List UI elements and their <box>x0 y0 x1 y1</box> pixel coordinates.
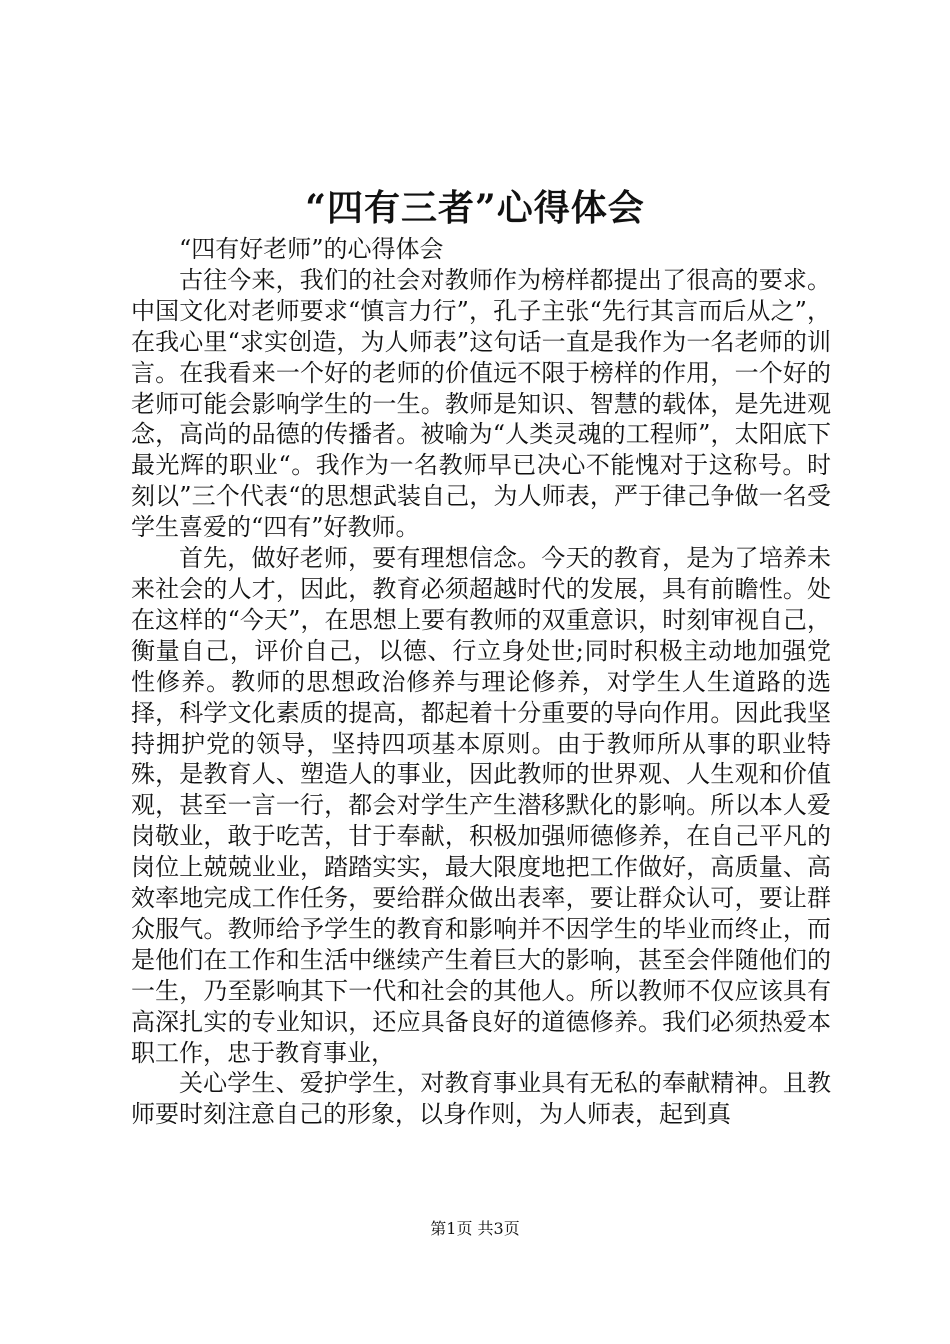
paragraph: 古往今来，我们的社会对教师作为榜样都提出了很高的要求。中国文化对老师要求“慎言力行”，孔子主张“先行其言而后从之”，在我心里“求实创造，为人师表”这句话一直是我作为一名老师的训言。在我看来一个好的老师的价值远不限于榜样的作用，一个好的老师可能会影响学生的一生。教师是知识、智慧的载体，是先进观念，高尚的品德的传播者。被喻为“人类灵魂的工程师”，太阳底下最光辉的职业“。我作为一名教师早已决心不能愧对于这称号。时刻以”三个代表“的思想武装自己，为人师表，严于律己争做一名受学生喜爱的“四有”好教师。 <box>131 265 831 542</box>
paragraph: 关心学生、爱护学生，对教育事业具有无私的奉献精神。且教师要时刻注意自己的形象，以身作则，为人师表，起到真 <box>131 1069 831 1129</box>
paragraph-subtitle: “四有好老师”的心得体会 <box>179 235 444 263</box>
document-title: “四有三者”心得体会 <box>305 187 645 229</box>
page-footer: 第1页 共3页 <box>430 1219 520 1238</box>
document-body <box>131 234 831 1130</box>
paragraph: 首先，做好老师，要有理想信念。今天的教育，是为了培养未来社会的人才，因此，教育必须超越时代的发展，具有前瞻性。处在这样的“今天”，在思想上要有教师的双重意识，时刻审视自己，衡量自己，评价自己，以德、行立身处世;同时积极主动地加强党性修养。教师的思想政治修养与理论修养，对学生人生道路的选择，科学文化素质的提高，都起着十分重要的导向作用。因此我坚持拥护党的领导，坚持四项基本原则。由于教师所从事的职业特殊，是教育人、塑造人的事业，因此教师的世界观、人生观和价值观，甚至一言一行，都会对学生产生潜移默化的影响。所以本人爱岗敬业，敢于吃苦，甘于奉献，积极加强师德修养，在自己平凡的岗位上兢兢业业，踏踏实实，最大限度地把工作做好，高质量、高效率地完成工作任务，要给群众做出表率，要让群众认可，要让群众服气。教师给予学生的教育和影响并不因学生的毕业而终止，而是他们在工作和生活中继续产生着巨大的影响，甚至会伴随他们的一生，乃至影响其下一代和社会的其他人。所以教师不仅应该具有高深扎实的专业知识，还应具备良好的道德修养。我们必须热爱本职工作，忠于教育事业， <box>131 544 831 1067</box>
